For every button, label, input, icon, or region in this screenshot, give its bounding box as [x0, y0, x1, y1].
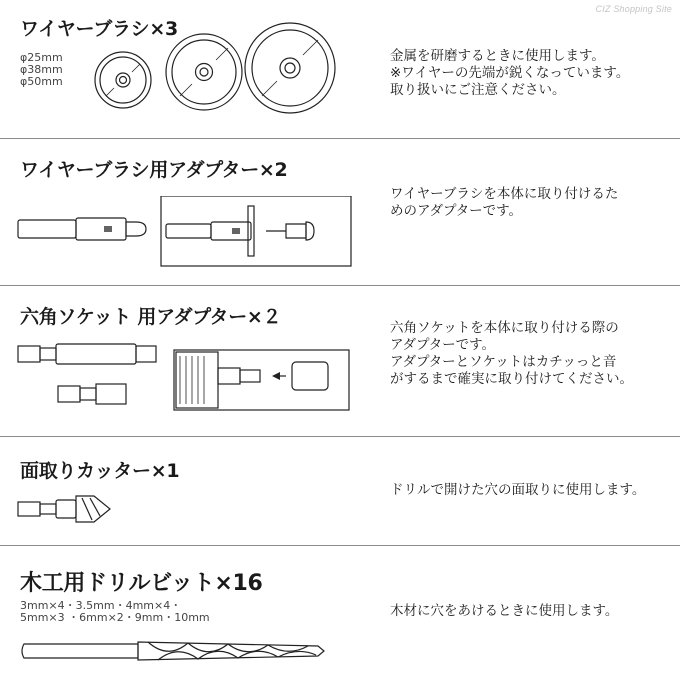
size-38: φ38mm: [20, 63, 63, 76]
divider: [0, 138, 680, 139]
drill-size-line-2: 5mm×3 ・6mm×2・9mm・10mm: [20, 611, 210, 624]
divider: [0, 285, 680, 286]
size-25: φ25mm: [20, 51, 63, 64]
divider: [0, 545, 680, 546]
wire-brush-illustration: [92, 22, 342, 122]
wood-drill-description: 木材に穴をあけるときに使用します。: [390, 603, 619, 619]
hex-socket-adapter-description: 六角ソケットを本体に取り付ける際の アダプターです。 アダプターとソケットはカチッっと音 がするまで確実に取り付けてください。: [390, 320, 633, 387]
drill-bit-sizes: [20, 600, 210, 624]
wire-brush-sizes: [20, 52, 63, 88]
chamfer-cutter-description: ドリルで開けた穴の面取りに使用します。: [390, 482, 646, 498]
divider: [0, 436, 680, 437]
chamfer-cutter-illustration: [16, 492, 116, 528]
section-title-chamfer-cutter: 面取りカッター×1: [20, 460, 180, 482]
hex-socket-adapter-illustration: [16, 340, 356, 418]
section-title-wire-brush: ワイヤーブラシ×3: [20, 18, 178, 40]
wire-brush-adapter-illustration: [16, 196, 356, 268]
wire-brush-description: 金属を研磨するときに使用します。 ※ワイヤーの先端が鋭くなっています。 取り扱いにご注意ください。: [390, 48, 630, 98]
section-title-hex-socket-adapter: 六角ソケット 用アダプター×２: [20, 306, 282, 328]
size-50: φ50mm: [20, 75, 63, 88]
drill-size-line-1: 3mm×4・3.5mm・4mm×4・: [20, 599, 182, 612]
section-title-wire-brush-adapter: ワイヤーブラシ用アダプター×2: [20, 159, 288, 181]
drill-bit-illustration: [18, 636, 328, 666]
watermark: CIZ Shopping Site: [595, 4, 672, 14]
wire-brush-adapter-description: ワイヤーブラシを本体に取り付けるた めのアダプターです。: [390, 186, 619, 219]
section-title-wood-drill-bits: 木工用ドリルビット×16: [20, 571, 263, 596]
